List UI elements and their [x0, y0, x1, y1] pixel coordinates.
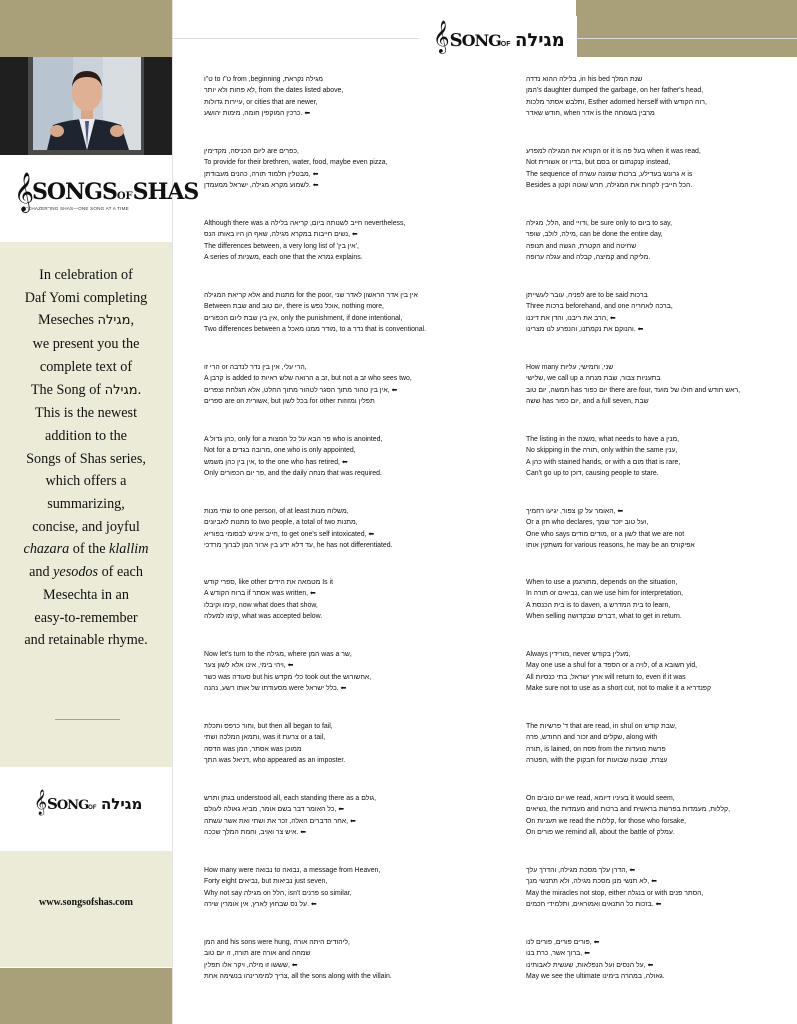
header-title	[419, 16, 577, 62]
header-logo: 𝄞SONGOF מגילה	[433, 20, 565, 53]
verse-line: ברוך אשר, כרת בנו, ⬅	[526, 950, 590, 958]
verse-line: When selling דברים שבקדושה, what to get in return.	[526, 613, 682, 621]
verse-line: תורה, is lained, on פסח from the פרשת מועדות	[526, 745, 666, 753]
verse-line: Although there was a חייב לשנותה ביום, קריאה בלילה nevertheless,	[204, 220, 406, 227]
verse-line: עיירות גדולות, or cities that are newer,	[204, 98, 318, 106]
verse-line: May one use a shul for a הספד or a לויה, of a חשובא yid,	[526, 662, 698, 670]
verse-line: תנופה and הקטרת, הגשה and שחיטה	[526, 242, 637, 250]
verse-line: מילה, לולב, שופר, can be done the entire day,	[526, 231, 663, 239]
verse-line: How many were נבואה to נבואה, a message from Heaven,	[204, 867, 381, 874]
verse-line: שתי מנות to one person, of at least משלוח מנות,	[204, 508, 349, 515]
verse-line: Can't go up to דוכן, causing people to stare.	[526, 470, 659, 478]
verse-line: A כהן גדול, only for a פר הבא על כל המצות who is anointed,	[204, 436, 383, 443]
verse-line: לשמוע מקרא מגילה, ישראל ממעמדן. ⬅	[204, 182, 319, 190]
verse-line: החודש, פרה and זכור and שקלים, along with	[526, 734, 658, 742]
verse-line: מתנות לאביונים to two people, a total of two מתנות,	[204, 519, 358, 527]
stanza	[526, 434, 773, 480]
verse-line: כשר was סעודה but his כלי מקדש took out the אחשורוש,	[204, 673, 372, 681]
verse-line: קימו למעלה, what was accepted below.	[204, 613, 323, 621]
verse-line: כרכין המוקפין חומה, מימות יהושע. ⬅	[204, 110, 311, 118]
sidebar	[0, 0, 199, 1024]
stanza	[526, 577, 773, 623]
verse-line: Not אשורית or בדיו, but בסם or קנקנתום instead,	[526, 159, 671, 167]
verse-line: ותמאן המלכה ושתי, was it צרעת or a tail,	[204, 734, 326, 742]
verse-line: עגלה ערופה and קמיצה, קבלה and מליקה.	[526, 254, 651, 262]
verse-line: תורה, זו יום טוב are אורה and שמחה	[204, 950, 311, 958]
website-link[interactable]: www.songsofshas.com	[39, 897, 133, 908]
verse-line: Forty eight נביאים, but נביאות just seven,	[204, 878, 328, 886]
verse-line: משתקין אותו for various reasons, he may be an אפיקורס	[526, 542, 695, 550]
sidebar-top-band	[0, 0, 172, 57]
verse-line: עד דלא ידע בין ארור המן לברוך מרדכי, he has not differentiated.	[204, 542, 393, 550]
verse-line: בגתן ותרש understood all, each standing there as a גולם,	[204, 795, 376, 802]
sidebar-bottom-band	[0, 968, 172, 1024]
stanza	[526, 506, 773, 552]
stanza	[204, 362, 451, 408]
stanza	[526, 74, 773, 120]
intro-divider	[55, 719, 120, 720]
verse-line: How many שני, וחמישי, עליות	[526, 364, 614, 371]
stanza	[204, 865, 451, 911]
author-photo	[33, 57, 141, 150]
verse-line: In תורה or נביאים, can we use him for interpretation,	[526, 590, 684, 598]
verse-line: בלילה ההוא נדדה ,in his bed שנת המלך	[526, 76, 643, 83]
verse-line: שששו זו מילה, ויקר אלו תפלין, ⬅	[204, 961, 298, 969]
verse-line: לא פחות ולא יותר, from the dates listed above,	[204, 87, 344, 95]
verse-line: הדסה was אסתר, המן was ממוכן	[204, 745, 302, 753]
verse-line: Only פר יום הכפורים, and the daily מנחה that was required.	[204, 470, 382, 478]
verse-line: May the miracles not stop, either בנגלה or with הסתר פנים,	[526, 889, 704, 897]
verse-line: ששה has יום כפור, and a full seven, שבת	[526, 398, 649, 406]
verse-line: ספרי קודש, like other מטמאה את הידים Is it	[204, 579, 333, 586]
verse-line: ט"ו to ט"ו from ,beginning ,מגילה נקראת	[204, 76, 323, 83]
intro-text: In celebration of Daf Yomi completing Meseches מגילה, we present you the complete text of The Song of מגילה. This is the newest addition to the Songs of Shas series, which offers a summarizing, concise, and joyful chazara of the klallim and yesodos of each Mesechta in an easy-to-remember and retainable rhyme.	[23, 267, 149, 649]
verse-line: On יום טובים we read, בעיניו דיומא it would seem,	[526, 795, 675, 802]
verse-line: Make sure not to use as a short cut, not to make it a קפנדריא	[526, 685, 712, 693]
verse-line: חייב איניש לבסומי בפוריא, to get one's self intoxicated, ⬅	[204, 530, 375, 538]
verse-line: Always מורידין, never מעלין בקודש,	[526, 651, 631, 658]
verse-line: נשיאים, the מעמדות and ברכות and קללות, מעמדות בפרשת בראשית,	[526, 806, 730, 814]
verse-line: פורים פורים, פורים לנו, ⬅	[526, 939, 600, 946]
verse-line: שלישי, we call up a בתעניות צבור, שבת מנחה	[526, 375, 661, 383]
url-panel	[0, 851, 172, 967]
verse-line: כל האומר דבר בשם אומר, מביא גאולה לעולם, ⬅	[204, 806, 345, 814]
verse-line: לפניה, עובר לעשייתן are to be said ברכות	[526, 292, 648, 299]
logo-tagline: "CHAZER"ING SHAS—ONE SONG AT A TIME	[26, 206, 129, 211]
verse-line: A series of משניות, each one that the גמרא explains.	[204, 254, 363, 262]
verse-line: On פורים we remind all, about the battle of עמלק.	[526, 829, 675, 837]
verse-line: אין בין כהן משמש, to the one who has retired, ⬅	[204, 458, 348, 466]
stanza	[526, 649, 773, 695]
stanza	[204, 577, 451, 623]
stanza	[526, 362, 773, 408]
author-photo-image	[33, 57, 141, 150]
verse-line: No skipping in the תורה, only within the same ענין,	[526, 447, 678, 455]
stanza	[204, 937, 451, 983]
verse-line: When to use a מתורגמן, depends on the situation,	[526, 579, 678, 586]
verse-line: מסעודתו של אותו רשע, נהנה were כלל ישראל. ⬅	[204, 685, 347, 693]
verse-line: הרי זו or הרי עלי, אין בין נדר לנדבה,	[204, 364, 307, 371]
verse-line: בזכות כל התנאים ואמוראים, ותלמידי חכמים. ⬅	[526, 901, 662, 909]
verse-line: אלא קריאת המגילה and מתנות for the poor, אין בין אדר הראשון לאדר שני	[204, 292, 418, 299]
verse-line: מבטלין תלמוד תורה, כהנים מעבודתן, ⬅	[204, 170, 319, 178]
verse-line: A קרבן is added to הרואה שלש ראיות a זב, but not a זב who sees two,	[204, 375, 412, 383]
verse-line: חודש שאדר, when אדר is the מרבין בשמחה	[526, 110, 655, 118]
top-right-band	[576, 0, 797, 57]
verse-line: איש צר ואויב, וחמת המלך שככה. ⬅	[204, 829, 307, 837]
stanza	[204, 74, 451, 120]
verse-line: אין בין שבת ליום הכפורים, only the punishment, if done intentional,	[204, 314, 403, 322]
verse-line: ספרים are on אשורית, but בכל לשון for other תפלין ומזוזות	[204, 398, 375, 406]
stanza	[204, 434, 451, 480]
verse-line: Now let's turn to the מגילה, where המן was a שר,	[204, 651, 352, 658]
verse-line: ליום הכניסה, מקדימין are כפרים,	[204, 148, 299, 155]
verse-line: All ארץ ישראל, בתי כנסיות will return to, even if it was	[526, 673, 686, 681]
verse-line: Two differences between a מודר ממנו מאכל, to a נדר that is conventional.	[204, 326, 427, 334]
verse-line: הלל, מגילה, and ודויי, be sure only to ביום to say,	[526, 220, 673, 227]
verse-line: הקורא את המגילה למפרע or it is בעל פה when it was read,	[526, 148, 701, 155]
verse-line: על נס שבחוץ לארץ, אין אומרין שירה. ⬅	[204, 901, 317, 909]
stanza	[204, 146, 451, 192]
verse-line: הרב את ריבנו, והדן את דיננו, ⬅	[526, 314, 616, 322]
stanza	[204, 506, 451, 552]
verse-line: Besides a הכל חייבין לקרות את המגילה, חרש שוטה וקטן.	[526, 182, 693, 190]
verse-line: אחר הדברים האלה, זכר את ושתי ואת אשר עשתה, ⬅	[204, 817, 356, 825]
verse-line: חמשה, יום טוב has יום כפור there are four, חולו של מועד and ראש חודש,	[526, 386, 741, 394]
verse-line: האומר על קן צפור, יגיעו רחמיך, ⬅	[526, 508, 624, 515]
verse-line: The ד' פרשיות that are read, in shul on שבת קודש,	[526, 723, 677, 730]
stanza	[526, 721, 773, 767]
verse-line: To provide for their brethren, water, food, maybe even pizza,	[204, 159, 388, 167]
verse-line: A ברוח הקודש if אסתר was written, ⬅	[204, 590, 316, 598]
verse-line: The sequence of א גרונש בעדילע, ברכות שמונה עשרה is	[526, 170, 693, 178]
verse-line: לא תנשי מנן מסכת מגילה, ולא תתנשי מנך, ⬅	[526, 878, 657, 886]
verse-line: Three ברכות beforehand, and one ברכה לאחריה,	[526, 303, 673, 311]
verse-line: May we see the ultimate גאולה, במהרה בימינו.	[526, 973, 665, 981]
stanza	[204, 649, 451, 695]
verse-line: והנוקם את נקמתנו, והנפרע לנו מצרינו. ⬅	[526, 326, 644, 334]
verse-line: ויהי בימי, אינו אלא לשון צער, ⬅	[204, 662, 294, 670]
verse-line: A כהן with stained hands, or with a מום that is rare,	[526, 458, 681, 466]
stanza	[526, 218, 773, 264]
stanza	[526, 290, 773, 336]
verse-line: קימו וקיבלו, now what does that show,	[204, 601, 318, 609]
verse-line: אין בין טהור מתוך הסגר לטהור מתוך החלט, אלא תגלחת וצפרים, ⬅	[204, 386, 398, 394]
verse-line: המן and his sons were hung, ליהודים היתה אורה,	[204, 939, 350, 946]
verse-line: On תעניות we read the קללות, for those who forsake,	[526, 817, 687, 825]
verse-line: A בית הכנסת is to daven, a בית המדרש to learn,	[526, 601, 671, 609]
stanza	[204, 721, 451, 767]
stanza	[204, 218, 451, 264]
songs-of-shas-logo: 𝄞 SONGSOFSHAS "CHAZER"ING SHAS—ONE SONG AT A TIME	[14, 172, 199, 212]
stanza	[204, 290, 451, 336]
stanza	[204, 793, 451, 839]
verse-line: ותלבש אסתר מלכות, Esther adorned herself with רוח הקודש,	[526, 98, 707, 106]
verse-line: Why not say מגילה on הלל, isn't פרנים so similar,	[204, 889, 352, 897]
verse-line: Between שבת and יום טוב, there is אוכל נפש, nothing more,	[204, 303, 384, 311]
verse-line: One who says מודים מודים, or a לשון that we are not	[526, 530, 685, 538]
stanza	[526, 146, 773, 192]
song-of-megillah-logo: 𝄞SONGOF מגילה	[34, 790, 143, 815]
verse-line: וחור כרפס ותכלת, but then all began to fail,	[204, 723, 333, 730]
verse-line: התך was דניאל, who appeared as an imposter.	[204, 757, 346, 765]
verse-line: על הנסים ועל הנפלאות, שעשית לאבותינו, ⬅	[526, 961, 654, 969]
verse-line: The differences between, a very long list of 'אין בין',	[204, 242, 359, 250]
stanza	[526, 865, 773, 911]
verse-line: הפטרה, with the חבקוק for עצרת, שבעה שבועות	[526, 757, 668, 765]
verse-line: נשים חייבות במקרא מגילה, שאף הן היו באותו הנס, ⬅	[204, 231, 358, 239]
verse-line: צריך למימרינהו בנשימה אחת, all the sons along with the villain.	[204, 973, 392, 981]
verse-line: הדרן עלך מסכת מגילה, והדרך עלך, ⬅	[526, 867, 636, 874]
verse-line: המן's daughter dumped the garbage, on her father's head,	[526, 87, 704, 95]
stanza	[526, 793, 773, 839]
verse-line: Or a חזן who declares, ועל טוב יזכר שמך,	[526, 519, 649, 527]
verse-line: The listing in the משנה, what needs to have a מנין,	[526, 436, 680, 443]
verse-line: Not for a מרובה בגדים, one who is only appointed,	[204, 447, 356, 455]
stanza	[526, 937, 773, 983]
